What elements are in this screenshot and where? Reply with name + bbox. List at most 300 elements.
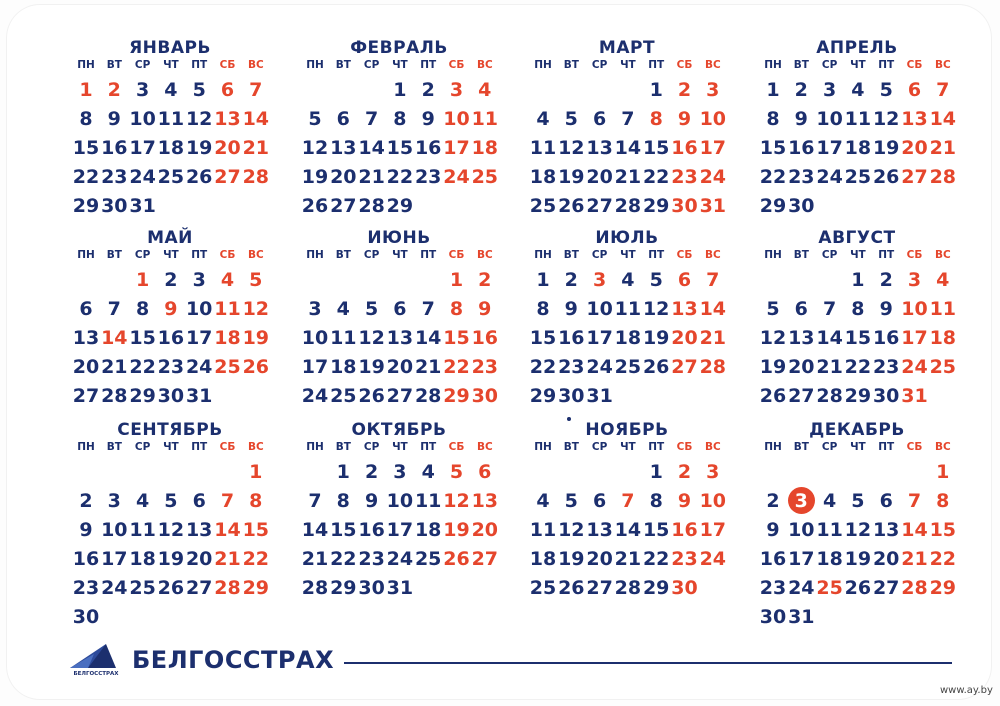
day-cell: 26 xyxy=(185,166,213,188)
day-cell: 11 xyxy=(157,108,185,130)
day-cell: 11 xyxy=(929,298,957,320)
day-cell: 22 xyxy=(72,166,100,188)
day-cell: 15 xyxy=(642,519,670,541)
day-cell: 6 xyxy=(677,269,692,291)
day-cell: 14 xyxy=(301,519,329,541)
day-cell: 28 xyxy=(301,577,329,599)
day-cell: 8 xyxy=(249,490,263,512)
day-cell: 1 xyxy=(536,269,550,291)
day-cell: 14 xyxy=(929,108,957,130)
day-cell: 20 xyxy=(788,356,815,378)
day-cell: 26 xyxy=(759,385,787,407)
day-cell: 5 xyxy=(192,79,206,101)
day-cell: 4 xyxy=(536,108,550,130)
day-cell: 29 xyxy=(529,385,557,407)
day-cell: 29 xyxy=(330,577,357,599)
weekday-header: ЧТ xyxy=(620,249,636,261)
day-cell: 17 xyxy=(586,327,613,349)
day-cell: 22 xyxy=(642,166,670,188)
weekday-header: ВС xyxy=(247,249,264,261)
weekday-header: ВС xyxy=(934,441,951,453)
weekday-header: ВТ xyxy=(106,441,122,453)
day-cell: 27 xyxy=(330,195,357,217)
day-cell: 31 xyxy=(129,195,156,217)
day-cell: 16 xyxy=(671,137,698,159)
day-cell: 10 xyxy=(699,490,727,512)
day-cell: 26 xyxy=(558,195,585,217)
day-cell: 9 xyxy=(564,298,578,320)
day-cell: 30 xyxy=(157,385,185,407)
weekday-header: ВТ xyxy=(335,59,351,71)
day-cell: 27 xyxy=(185,577,213,599)
weekday-header: СР xyxy=(821,59,838,71)
month-title: ЯНВАРЬ xyxy=(129,38,211,58)
day-cell: 4 xyxy=(851,79,865,101)
day-cell: 14 xyxy=(614,519,642,541)
day-cell: 25 xyxy=(471,166,499,188)
day-cell: 27 xyxy=(72,385,100,407)
weekday-header: СБ xyxy=(448,59,465,71)
day-cell: 10 xyxy=(129,108,156,130)
weekday-header: ЧТ xyxy=(163,59,179,71)
day-cell: 3 xyxy=(449,79,464,101)
brand-underline xyxy=(344,662,952,664)
day-cell: 5 xyxy=(308,108,322,130)
day-cell: 2 xyxy=(794,79,808,101)
day-cell: 21 xyxy=(414,356,442,378)
day-cell: 14 xyxy=(614,137,642,159)
day-cell: 18 xyxy=(529,166,557,188)
day-cell: 30 xyxy=(471,385,499,407)
day-cell: 6 xyxy=(879,490,893,512)
day-cell: 12 xyxy=(558,137,585,159)
weekday-header: ЧТ xyxy=(163,249,179,261)
weekday-header: СБ xyxy=(448,249,465,261)
day-cell: 1 xyxy=(766,79,780,101)
month-title: СЕНТЯБРЬ xyxy=(117,420,223,440)
weekday-header: СР xyxy=(591,249,608,261)
day-cell: 13 xyxy=(214,108,241,130)
weekday-header: ПТ xyxy=(648,59,665,71)
day-cell: 30 xyxy=(358,577,385,599)
day-cell: 19 xyxy=(157,548,185,570)
weekday-header: ПТ xyxy=(420,441,437,453)
day-cell: 7 xyxy=(621,108,635,130)
day-cell: 25 xyxy=(330,385,357,407)
weekday-header: ПТ xyxy=(420,59,437,71)
day-cell: 1 xyxy=(79,79,93,101)
day-cell: 3 xyxy=(308,298,322,320)
day-cell: 11 xyxy=(816,519,843,541)
weekday-header: СБ xyxy=(906,441,923,453)
day-cell: 5 xyxy=(766,298,780,320)
day-cell: 3 xyxy=(787,489,815,513)
day-cell: 25 xyxy=(844,166,872,188)
day-cell: 28 xyxy=(214,577,241,599)
day-cell: 4 xyxy=(621,269,635,291)
day-cell: 13 xyxy=(386,327,414,349)
day-cell: 2 xyxy=(164,269,178,291)
day-cell: 27 xyxy=(471,548,499,570)
day-cell: 17 xyxy=(386,519,414,541)
day-cell: 12 xyxy=(844,519,872,541)
weekday-header: ВС xyxy=(934,249,951,261)
day-cell: 5 xyxy=(851,490,865,512)
day-cell: 22 xyxy=(386,166,414,188)
day-cell: 3 xyxy=(393,461,407,483)
month-title: АПРЕЛЬ xyxy=(816,38,898,58)
day-cell: 22 xyxy=(443,356,470,378)
weekday-header: СБ xyxy=(906,249,923,261)
day-cell: 1 xyxy=(336,461,350,483)
day-cell: 19 xyxy=(558,166,585,188)
day-cell: 20 xyxy=(471,519,499,541)
day-cell: 9 xyxy=(766,519,780,541)
weekday-header: ПТ xyxy=(420,249,437,261)
day-cell: 2 xyxy=(879,269,893,291)
day-cell: 2 xyxy=(421,79,435,101)
day-cell: 25 xyxy=(214,356,241,378)
day-cell: 10 xyxy=(185,298,213,320)
day-cell: 7 xyxy=(220,490,235,512)
day-cell: 6 xyxy=(336,108,350,130)
day-cell: 26 xyxy=(443,548,470,570)
day-cell: 1 xyxy=(649,461,663,483)
day-cell: 18 xyxy=(529,548,557,570)
day-cell: 1 xyxy=(135,269,150,291)
day-cell: 3 xyxy=(706,461,720,483)
day-cell: 29 xyxy=(386,195,414,217)
day-cell: 22 xyxy=(642,548,670,570)
day-cell: 20 xyxy=(214,137,241,159)
day-cell: 5 xyxy=(164,490,178,512)
day-cell: 20 xyxy=(386,356,414,378)
day-cell: 14 xyxy=(816,327,843,349)
weekday-header: ЧТ xyxy=(850,59,866,71)
weekday-header: ЧТ xyxy=(163,441,179,453)
weekday-header: ВС xyxy=(476,249,493,261)
day-cell: 17 xyxy=(699,137,727,159)
day-cell: 18 xyxy=(471,137,499,159)
day-cell: 26 xyxy=(844,577,872,599)
day-cell: 9 xyxy=(478,298,492,320)
day-cell: 28 xyxy=(242,166,270,188)
day-cell: 1 xyxy=(649,79,663,101)
weekday-header: ПТ xyxy=(648,249,665,261)
day-cell: 23 xyxy=(788,166,815,188)
day-cell: 4 xyxy=(478,79,492,101)
day-cell: 5 xyxy=(249,269,263,291)
day-cell: 4 xyxy=(135,490,150,512)
day-cell: 6 xyxy=(794,298,808,320)
day-cell: 24 xyxy=(129,166,156,188)
weekday-header: СБ xyxy=(219,249,236,261)
day-cell: 2 xyxy=(79,490,93,512)
day-cell: 28 xyxy=(816,385,843,407)
day-cell: 23 xyxy=(671,166,698,188)
day-cell: 24 xyxy=(386,548,414,570)
day-cell: 23 xyxy=(759,577,787,599)
day-cell: 13 xyxy=(471,490,499,512)
day-cell: 3 xyxy=(107,490,121,512)
day-cell: 7 xyxy=(621,490,635,512)
watermark: www.ay.by xyxy=(940,685,993,696)
day-cell: 14 xyxy=(101,327,128,349)
day-cell: 18 xyxy=(330,356,357,378)
day-cell: 8 xyxy=(851,298,865,320)
day-cell: 4 xyxy=(220,269,235,291)
day-cell: 17 xyxy=(129,137,156,159)
day-cell: 9 xyxy=(677,490,692,512)
day-cell: 23 xyxy=(101,166,128,188)
day-cell: 8 xyxy=(336,490,350,512)
day-cell: 4 xyxy=(536,490,550,512)
day-cell: 1 xyxy=(449,269,464,291)
day-cell: 23 xyxy=(414,166,442,188)
day-cell: 13 xyxy=(72,327,100,349)
weekday-header: ВТ xyxy=(563,249,579,261)
day-cell: 27 xyxy=(214,166,241,188)
day-cell: 29 xyxy=(129,385,156,407)
day-cell: 17 xyxy=(788,548,815,570)
day-cell: 2 xyxy=(564,269,578,291)
weekday-header: ПТ xyxy=(878,249,895,261)
day-cell: 25 xyxy=(529,577,557,599)
day-cell: 19 xyxy=(301,166,329,188)
day-cell: 28 xyxy=(614,195,642,217)
day-cell: 29 xyxy=(642,577,670,599)
day-cell: 8 xyxy=(766,108,780,130)
day-cell: 18 xyxy=(414,519,442,541)
weekday-header: ПН xyxy=(534,59,552,71)
day-cell: 11 xyxy=(330,327,357,349)
day-cell: 15 xyxy=(386,137,414,159)
day-cell: 15 xyxy=(844,327,872,349)
belgosstrakh-logo xyxy=(66,640,136,676)
day-cell: 20 xyxy=(185,548,213,570)
day-cell: 15 xyxy=(129,327,156,349)
weekday-header: ВС xyxy=(247,59,264,71)
day-cell: 11 xyxy=(529,137,557,159)
day-cell: 23 xyxy=(671,548,698,570)
day-cell: 10 xyxy=(443,108,470,130)
day-cell: 4 xyxy=(936,269,950,291)
day-cell: 13 xyxy=(671,298,698,320)
day-cell: 6 xyxy=(592,490,607,512)
day-cell: 19 xyxy=(872,137,900,159)
day-cell: 14 xyxy=(414,327,442,349)
weekday-header: СБ xyxy=(219,441,236,453)
day-cell: 12 xyxy=(443,490,470,512)
day-cell: 6 xyxy=(220,79,235,101)
day-cell: 19 xyxy=(358,356,385,378)
weekday-header: СБ xyxy=(448,441,465,453)
day-cell: 31 xyxy=(699,195,727,217)
day-cell: 29 xyxy=(242,577,270,599)
day-cell: 8 xyxy=(649,490,663,512)
day-cell: 6 xyxy=(478,461,492,483)
day-cell: 29 xyxy=(72,195,100,217)
day-cell: 9 xyxy=(794,108,808,130)
day-cell: 7 xyxy=(308,490,322,512)
day-cell: 3 xyxy=(907,269,922,291)
day-cell: 25 xyxy=(816,577,843,599)
day-cell: 24 xyxy=(816,166,843,188)
month-title: ФЕВРАЛЬ xyxy=(350,38,448,58)
day-cell: 12 xyxy=(242,298,270,320)
day-cell: 11 xyxy=(414,490,442,512)
weekday-header: СР xyxy=(821,441,838,453)
day-cell: 17 xyxy=(699,519,727,541)
day-cell: 19 xyxy=(185,137,213,159)
day-cell: 16 xyxy=(788,137,815,159)
day-cell: 22 xyxy=(759,166,787,188)
weekday-header: ПН xyxy=(306,249,324,261)
weekday-header: ВТ xyxy=(793,249,809,261)
day-cell: 26 xyxy=(642,356,670,378)
day-cell: 15 xyxy=(642,137,670,159)
day-cell: 17 xyxy=(443,137,470,159)
day-cell: 9 xyxy=(364,490,379,512)
weekday-header: ПН xyxy=(77,59,95,71)
weekday-header: ВС xyxy=(476,59,493,71)
day-cell: 16 xyxy=(157,327,185,349)
day-cell: 13 xyxy=(901,108,928,130)
brand-name: БЕЛГОССТРАХ xyxy=(132,646,335,674)
weekday-header: ПТ xyxy=(191,249,208,261)
day-cell: 20 xyxy=(72,356,100,378)
weekday-header: ЧТ xyxy=(620,59,636,71)
weekday-header: СБ xyxy=(676,441,693,453)
day-cell: 2 xyxy=(478,269,492,291)
day-cell: 30 xyxy=(72,606,100,628)
day-cell: 30 xyxy=(671,577,698,599)
day-cell: 24 xyxy=(443,166,470,188)
weekday-header: СБ xyxy=(906,59,923,71)
day-cell: 9 xyxy=(421,108,435,130)
day-cell: 8 xyxy=(649,108,663,130)
day-cell: 21 xyxy=(614,166,642,188)
day-cell: 18 xyxy=(614,327,642,349)
day-cell: 24 xyxy=(699,166,727,188)
day-cell: 1 xyxy=(936,461,950,483)
weekday-header: ПН xyxy=(764,249,782,261)
day-cell: 8 xyxy=(536,298,550,320)
day-cell: 21 xyxy=(929,137,957,159)
day-cell: 12 xyxy=(157,519,185,541)
day-cell: 5 xyxy=(564,108,578,130)
day-cell: 10 xyxy=(586,298,613,320)
day-cell: 25 xyxy=(157,166,185,188)
day-cell: 25 xyxy=(129,577,156,599)
day-cell: 11 xyxy=(214,298,241,320)
day-cell: 30 xyxy=(872,385,900,407)
day-cell: 10 xyxy=(788,519,815,541)
day-cell: 17 xyxy=(101,548,128,570)
weekday-header: ВС xyxy=(247,441,264,453)
weekday-header: ЧТ xyxy=(850,441,866,453)
day-cell: 26 xyxy=(358,385,385,407)
weekday-header: СР xyxy=(134,59,151,71)
day-cell: 25 xyxy=(414,548,442,570)
day-cell: 24 xyxy=(101,577,128,599)
day-cell: 31 xyxy=(386,577,414,599)
day-cell: 13 xyxy=(330,137,357,159)
month-title: НОЯБРЬ xyxy=(585,420,669,440)
day-cell: 4 xyxy=(421,461,435,483)
day-cell: 5 xyxy=(649,269,663,291)
day-cell: 7 xyxy=(421,298,435,320)
day-cell: 16 xyxy=(558,327,585,349)
day-cell: 28 xyxy=(358,195,385,217)
day-cell: 12 xyxy=(642,298,670,320)
day-cell: 10 xyxy=(386,490,414,512)
day-cell: 22 xyxy=(242,548,270,570)
month-title: АВГУСТ xyxy=(818,228,896,248)
day-cell: 3 xyxy=(135,79,150,101)
day-cell: 25 xyxy=(614,356,642,378)
day-cell: 29 xyxy=(443,385,470,407)
day-cell: 13 xyxy=(185,519,213,541)
month-title: МАРТ xyxy=(598,38,656,58)
day-cell: 15 xyxy=(929,519,957,541)
day-cell: 8 xyxy=(936,490,950,512)
day-cell: 10 xyxy=(699,108,727,130)
day-cell: 28 xyxy=(101,385,128,407)
day-cell: 7 xyxy=(364,108,379,130)
day-cell: 10 xyxy=(101,519,128,541)
day-cell: 27 xyxy=(586,577,613,599)
day-cell: 16 xyxy=(872,327,900,349)
day-cell: 29 xyxy=(929,577,957,599)
weekday-header: ЧТ xyxy=(620,441,636,453)
day-cell: 9 xyxy=(164,298,178,320)
day-cell: 21 xyxy=(816,356,843,378)
day-cell: 13 xyxy=(586,519,613,541)
day-cell: 17 xyxy=(901,327,928,349)
day-cell: 27 xyxy=(872,577,900,599)
day-cell: 10 xyxy=(816,108,843,130)
day-cell: 12 xyxy=(759,327,787,349)
day-cell: 7 xyxy=(822,298,837,320)
weekday-header: СБ xyxy=(219,59,236,71)
weekday-header: ВТ xyxy=(793,59,809,71)
day-cell: 16 xyxy=(471,327,499,349)
day-cell: 26 xyxy=(872,166,900,188)
day-cell: 23 xyxy=(72,577,100,599)
day-cell: 26 xyxy=(157,577,185,599)
day-cell: 5 xyxy=(364,298,379,320)
day-cell: 30 xyxy=(788,195,815,217)
day-cell: 2 xyxy=(677,461,692,483)
day-cell: 3 xyxy=(706,79,720,101)
day-cell: 21 xyxy=(699,327,727,349)
day-cell: 22 xyxy=(330,548,357,570)
day-cell: 26 xyxy=(301,195,329,217)
day-cell: 16 xyxy=(759,548,787,570)
day-cell: 13 xyxy=(788,327,815,349)
day-cell: 21 xyxy=(214,548,241,570)
day-cell: 11 xyxy=(129,519,156,541)
day-cell: 14 xyxy=(214,519,241,541)
day-cell: 14 xyxy=(901,519,928,541)
day-cell: 23 xyxy=(157,356,185,378)
day-cell: 2 xyxy=(766,490,780,512)
day-cell: 31 xyxy=(185,385,213,407)
day-cell: 15 xyxy=(72,137,100,159)
day-cell: 27 xyxy=(901,166,928,188)
day-cell: 27 xyxy=(788,385,815,407)
